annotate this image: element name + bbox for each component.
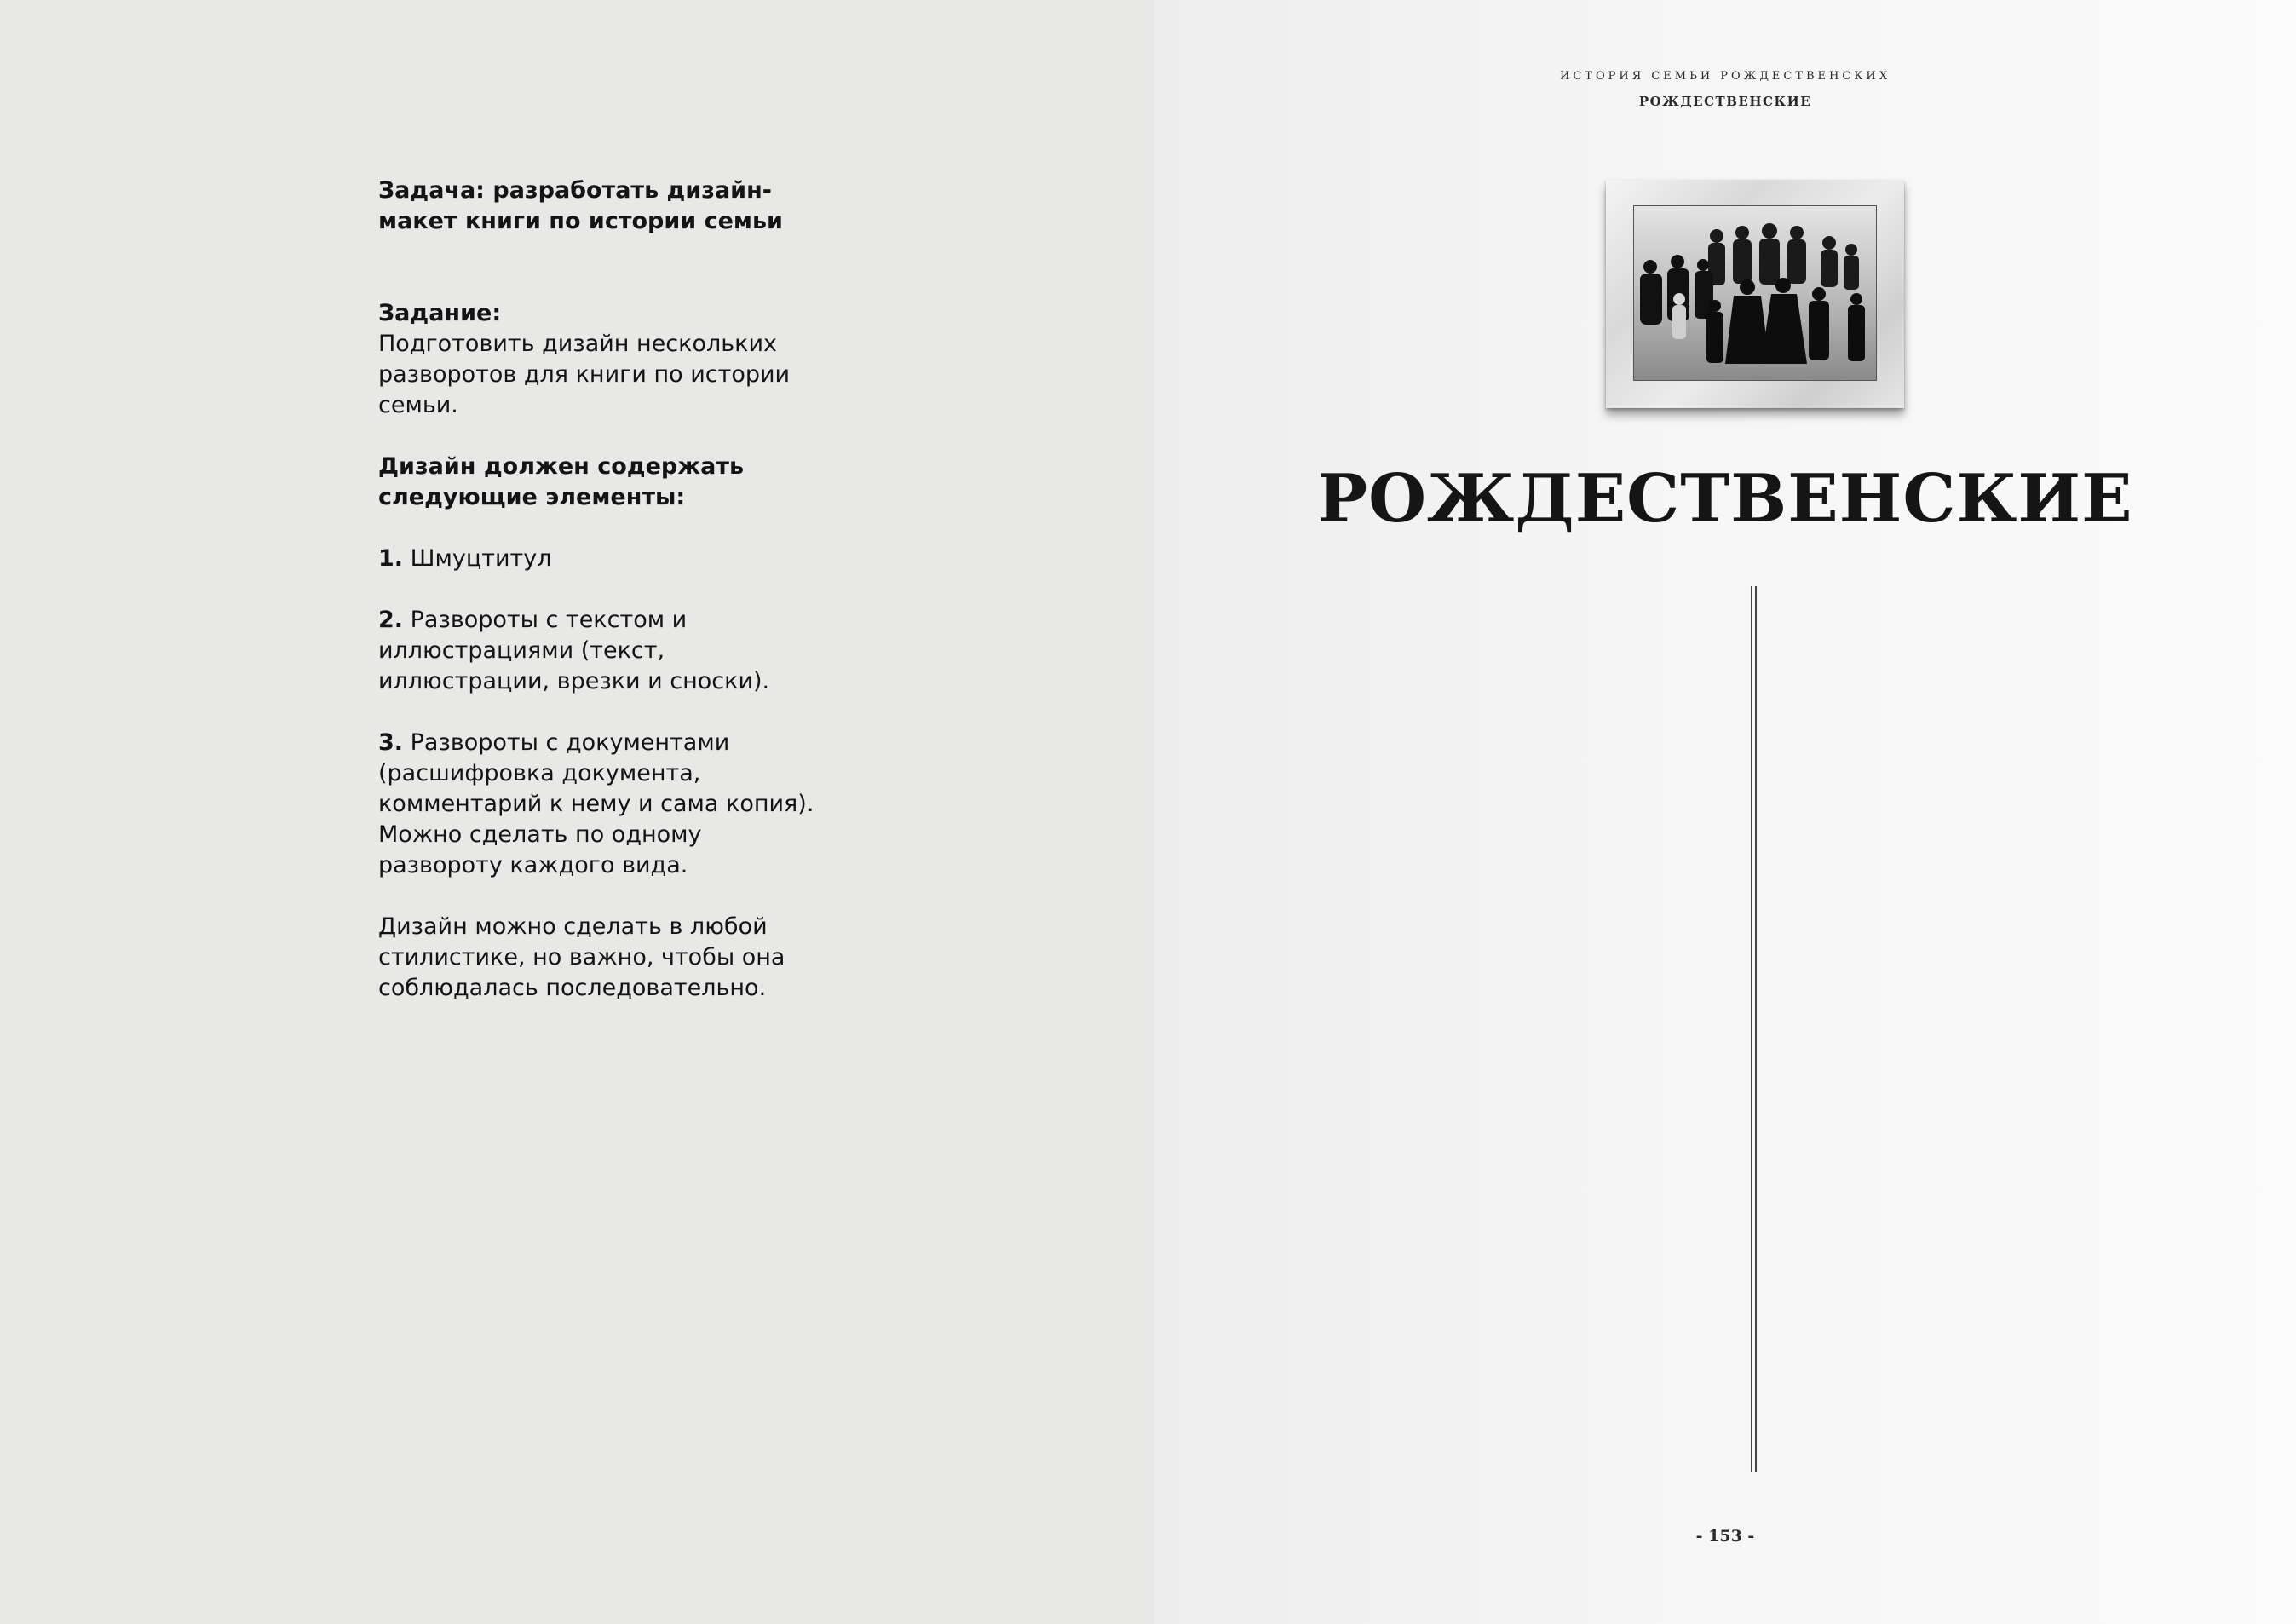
elements-heading: Дизайн должен содержать следующие элементы: [378,453,745,510]
vertical-rule [1755,586,1757,1472]
list-item [378,728,821,881]
running-head-bottom: РОЖДЕСТВЕНСКИЕ [1638,94,1812,109]
list-item [378,544,821,574]
item-text: Развороты с текстом и иллюстрациями (текст, иллюстрации, врезки и сноски). [378,607,770,694]
item-number: 1. [378,545,404,572]
chapter-title: РОЖДЕСТВЕНСКИЕ [1317,460,2133,538]
photo-frame [1606,180,1904,408]
item-text: Развороты с документами (расшифровка документа, комментарий к нему и сама копия). Можно сделать по одному развороту каждого вида. [378,729,814,878]
item-number: 3. [378,729,404,756]
right-page [1154,0,2296,1624]
running-head-top: ИСТОРИЯ СЕМЬИ РОЖДЕСТВЕНСКИХ [1560,70,1890,83]
item-text: Шмуцтитул [410,545,552,572]
closing-text: Дизайн можно сделать в любой стилистике, но важно, чтобы она соблюдалась последовательно. [378,913,785,1001]
task-heading: Задание: [378,300,502,326]
brief-title: Задача: разработать дизайн-макет книги по истории семьи [378,177,783,234]
page-number: - 153 - [1695,1527,1755,1546]
item-number: 2. [378,607,404,633]
list-item [378,605,821,697]
family-photo-icon [1633,205,1877,381]
vertical-rule [1751,586,1752,1472]
task-text: Подготовить дизайн нескольких разворотов для книги по истории семьи. [378,331,791,418]
brief-text-block [378,176,821,1004]
